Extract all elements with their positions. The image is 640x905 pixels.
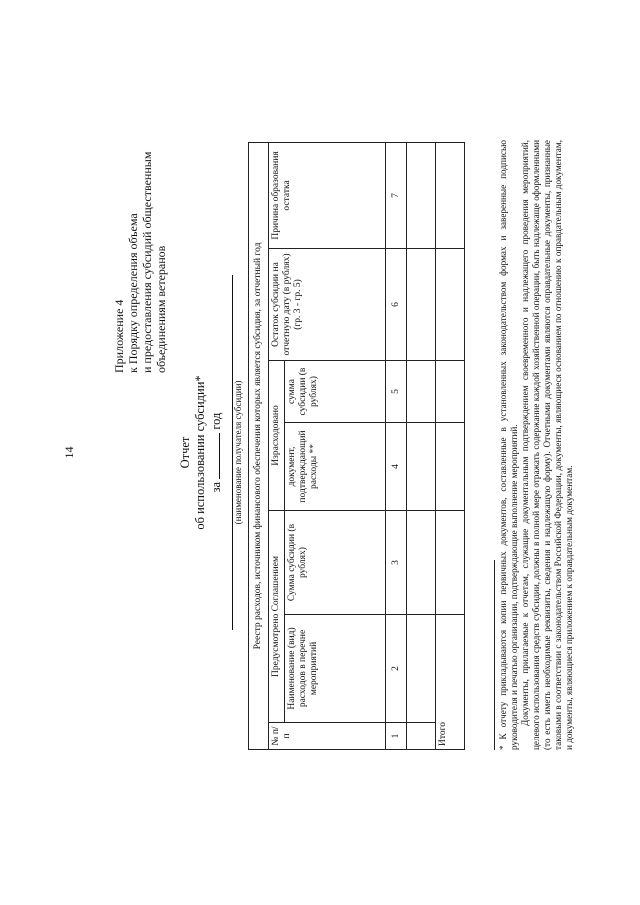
header-spent-amount: сумма субсидии (в рублях) — [285, 361, 386, 423]
table-cell — [407, 249, 436, 361]
column-number: 1 — [386, 723, 407, 750]
column-number: 2 — [386, 615, 407, 723]
table-cell — [436, 142, 465, 248]
appendix-line-1: Приложение 4 — [112, 299, 126, 373]
report-subtitle: об использовании субсидии* — [193, 375, 207, 530]
footnote-divider — [494, 560, 495, 750]
appendix-line-2: к Порядку определения объема — [126, 213, 140, 373]
report-period — [208, 160, 224, 745]
table-cell — [436, 249, 465, 361]
table-cell — [436, 361, 465, 423]
header-subsidy-amount: Сумма субсидии (в рублях) — [285, 511, 386, 615]
header-expense-name: Наименование (вид) расходов в перечне мероприятий — [285, 615, 386, 723]
recipient-caption: (наименование получателя субсидии) — [233, 380, 243, 525]
table-cell — [407, 511, 436, 615]
header-num: № п/п — [269, 723, 386, 750]
appendix-header — [112, 33, 168, 373]
period-suffix: год — [209, 412, 223, 430]
period-year-line — [208, 433, 220, 479]
header-row-1 — [269, 142, 285, 749]
column-number-row — [386, 142, 407, 749]
column-number: 5 — [386, 361, 407, 423]
report-title-block — [178, 160, 244, 745]
column-number: 6 — [386, 249, 407, 361]
table-cell — [407, 423, 436, 511]
recipient-name-line — [226, 275, 233, 630]
period-prefix: за — [209, 481, 223, 493]
total-row — [436, 142, 465, 749]
empty-data-row — [407, 142, 436, 749]
footnote-2: Документы, прилагаемые к отчетам, служащие документальным подтверждением своевременного и надлежащего проведения мероприятий, целевого использования средств субсидии, должны в полной мере отражать содержание каждой хозяйственной операции, быть надлежаще оформленными (то есть иметь необходимые реквизиты, сведения и надлежащую форму). Отчетными документами являются оправдательные документы, признанные таковыми в соответствии с законодательством Российской Федерации, документы, являющиеся основанием по отношению к оправдательным документам, и документы, являющиеся приложением к оправдательным документам. — [520, 140, 574, 750]
table-cell — [436, 511, 465, 615]
column-number: 4 — [386, 423, 407, 511]
footnotes — [498, 140, 575, 750]
table-cell — [407, 142, 436, 248]
header-spent: Израсходовано — [269, 361, 285, 511]
total-label: Итого — [436, 615, 465, 750]
table-cell — [436, 423, 465, 511]
report-title: Отчет — [178, 436, 192, 469]
appendix-line-3: и предоставления субсидий общественным — [140, 151, 154, 373]
column-number: 7 — [386, 142, 407, 248]
header-reason: Причина образования остатка — [269, 142, 386, 248]
table-cell — [407, 723, 436, 750]
column-number: 3 — [386, 511, 407, 615]
page-number: 14 — [62, 446, 76, 459]
register-title: Реестр расходов, источником финансового обеспечения которых является субсидия, за отчетный год — [249, 142, 269, 749]
appendix-line-4: объединениям ветеранов — [154, 245, 168, 373]
header-balance: Остаток субсидии на отчетную дату (в рублях) (гр. 3 - гр. 5) — [269, 249, 386, 361]
register-title-row — [249, 142, 269, 749]
table-cell — [407, 361, 436, 423]
expense-register-table — [248, 142, 465, 750]
header-document: документ, подтверждающий расходы ** — [285, 423, 386, 511]
footnote-1: * К отчету прикладываются копии первичных документов, составленные в установленных законодательством формах и заверенные подписью руководителя и печатью организации, подтверждающие выполнение мероприятий. — [498, 140, 519, 750]
header-agreement: Предусмотрено Соглашением — [269, 511, 285, 723]
table-cell — [407, 615, 436, 723]
